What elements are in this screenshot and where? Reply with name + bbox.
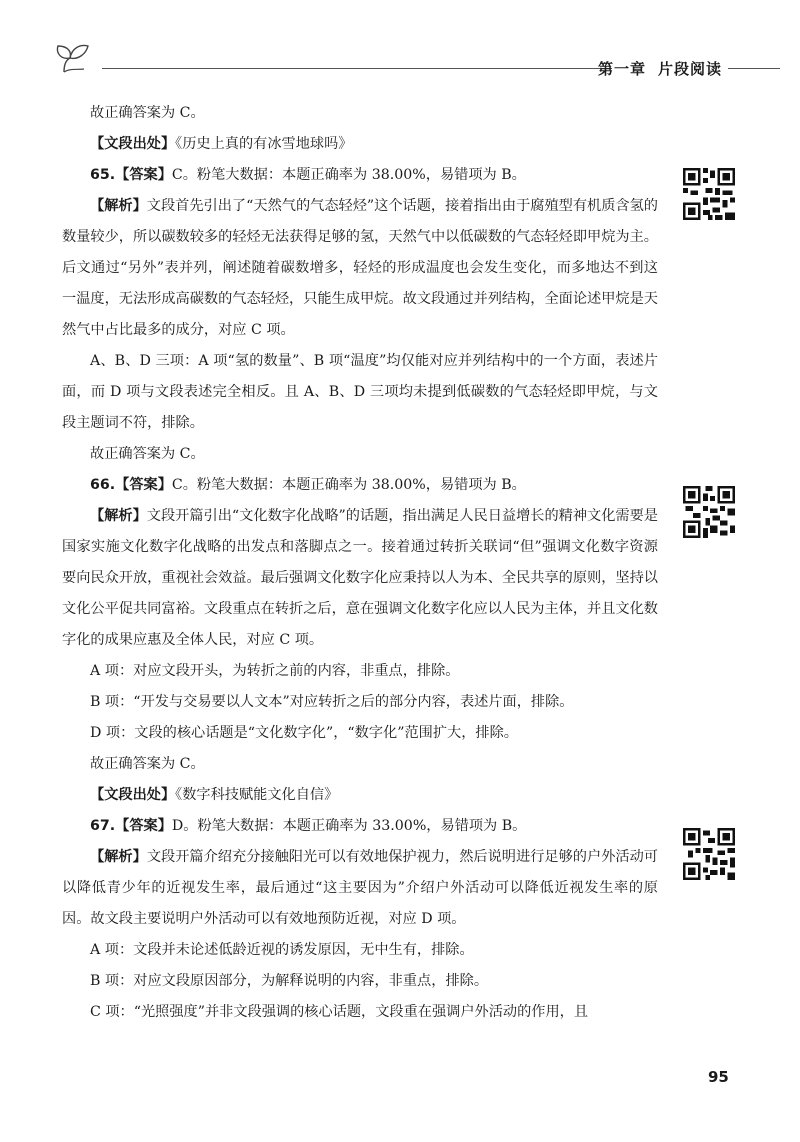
paragraph: C 项：“光照强度”并非文段强调的核心话题，文段重在强调户外活动的作用，且 [90,1004,589,1020]
paragraph: 【文段出处】《数字科技赋能文化自信》 [90,787,339,803]
chapter-label: 第一章 [597,60,646,78]
qr-code-icon[interactable] [683,168,735,220]
header-title [586,58,722,79]
qr-code-icon[interactable] [683,828,735,880]
page-number: 95 [708,1068,729,1086]
section-title: 片段阅读 [657,60,722,78]
paragraph: 故正确答案为 C。 [90,446,205,462]
page-header [40,38,780,78]
answer-line: 67.【答案】D。粉笔大数据：本题正确率为 33.00%，易错项为 B。 [90,818,527,834]
analysis-paragraph: 【解析】文段开篇介绍充分接触阳光可以有效地保护视力，然后说明进行足够的户外活动可以降低青少年的近视发生率，最后通过“这主要因为”介绍户外活动可以降低近视发生率的原因。故文段主要说明户外活动可以有效地预防近视，对应 D 项。 [62,849,658,927]
analysis-paragraph: 【解析】文段开篇引出“文化数字化战略”的话题，指出满足人民日益增长的精神文化需要是国家实施文化数字化战略的出发点和落脚点之一。接着通过转折关联词“但”强调文化数字资源要向民众开放，重视社会效益。最后强调文化数字化应秉持以人为本、全民共享的原则，坚持以文化公平促共同富裕。文段重点在转折之后，意在强调文化数字化应以人民为主体，并且文化数字化的成果应惠及全体人民，对应 C 项。 [62,508,658,648]
page-body [62,98,658,1028]
paragraph: 故正确答案为 C。 [90,105,205,121]
paragraph: 【文段出处】《历史上真的有冰雪地球吗》 [90,136,353,152]
answer-line: 65.【答案】C。粉笔大数据：本题正确率为 38.00%，易错项为 B。 [90,167,526,183]
paragraph: A 项：对应文段开头，为转折之前的内容，非重点，排除。 [90,663,460,679]
qr-code-icon[interactable] [683,486,735,538]
header-rule [102,68,612,69]
paragraph: B 项：对应文段原因部分，为解释说明的内容，非重点，排除。 [90,973,489,989]
paragraph: A、B、D 三项：A 项“氢的数量”、B 项“温度”均仅能对应并列结构中的一个方面，表述片面，而 D 项与文段表述完全相反。且 A、B、D 三项均未提到低碳数的气态轻烃即甲烷，与文段主题词不符，排除。 [62,353,658,431]
paragraph: 故正确答案为 C。 [90,756,205,772]
paragraph: B 项：“开发与交易要以人文本”对应转折之后的部分内容，表述片面，排除。 [90,694,574,710]
answer-line: 66.【答案】C。粉笔大数据：本题正确率为 38.00%，易错项为 B。 [90,477,526,493]
sprout-icon [56,38,100,74]
paragraph: A 项：文段并未论述低龄近视的诱发原因，无中生有，排除。 [90,942,474,958]
paragraph: D 项：文段的核心话题是“文化数字化”，“数字化”范围扩大，排除。 [90,725,518,741]
header-rule-right [728,68,780,69]
analysis-paragraph: 【解析】文段首先引出了“天然气的气态轻烃”这个话题，接着指出由于腐殖型有机质含氢的数量较少，所以碳数较多的轻烃无法获得足够的氢，天然气中以低碳数的气态轻烃即甲烷为主。后文通过“另外”表并列，阐述随着碳数增多，轻烃的形成温度也会发生变化，而多地达不到这一温度，无法形成高碳数的气态轻烃，只能生成甲烷。故文段通过并列结构，全面论述甲烷是天然气中占比最多的成分，对应 C 项。 [62,198,658,338]
